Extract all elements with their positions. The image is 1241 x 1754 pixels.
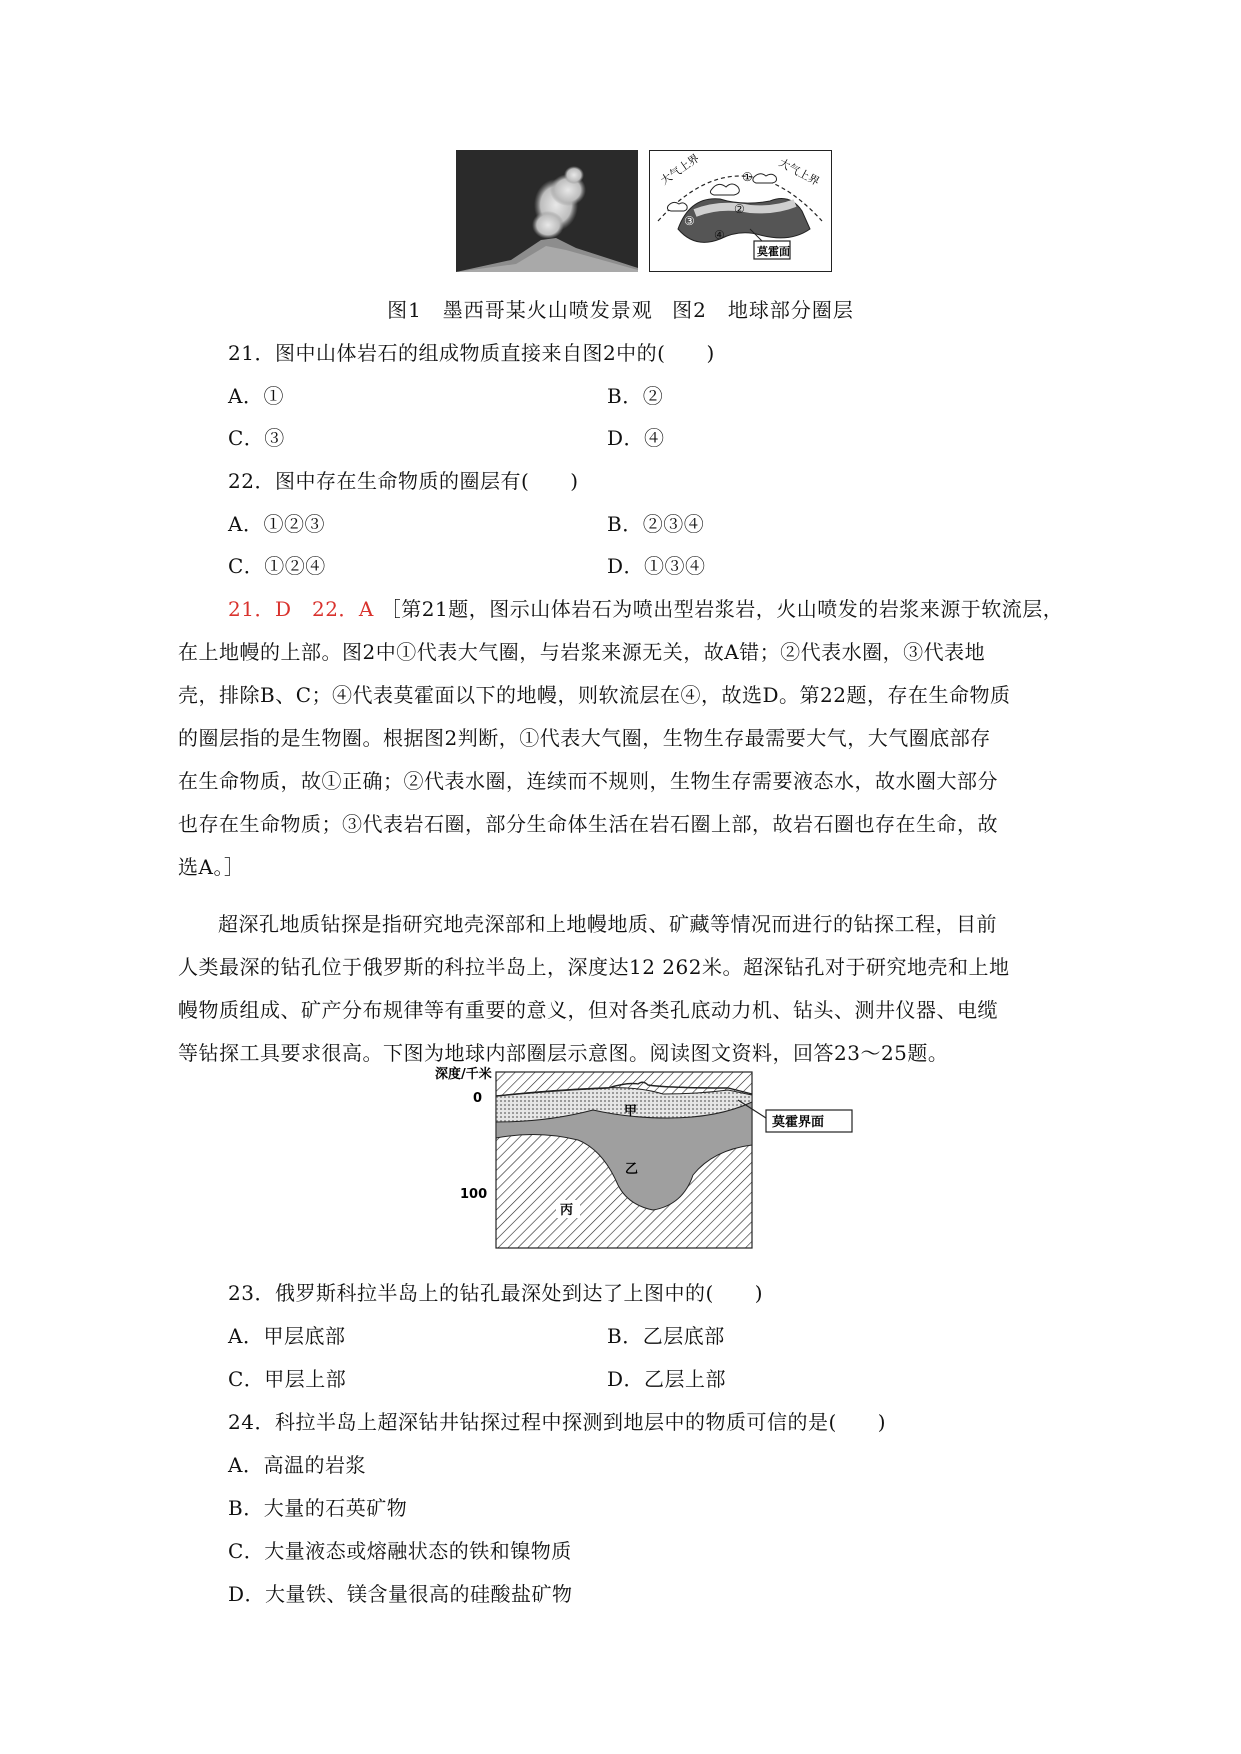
q23-stem: 23．俄罗斯科拉半岛上的钻孔最深处到达了上图中的( ) bbox=[228, 1281, 764, 1305]
figure-caption bbox=[0, 294, 1241, 323]
answer-text-1: ［第21题，图示山体岩石为喷出型岩浆岩，火山喷发的岩浆来源于软流层， bbox=[380, 597, 1064, 621]
circle-1-label: ① bbox=[742, 170, 753, 184]
answer-key: 21．D 22．A bbox=[228, 597, 374, 621]
q22-stem: 22．图中存在生命物质的圈层有( ) bbox=[228, 469, 579, 493]
figure2-caption: 图2 地球部分圈层 bbox=[672, 298, 854, 322]
q21-option-b: B．② bbox=[607, 384, 664, 408]
q23-option-b: B．乙层底部 bbox=[607, 1324, 725, 1348]
earth-interior-figure bbox=[428, 1060, 858, 1250]
q22-option-d: D．①③④ bbox=[607, 554, 706, 578]
q24-option-b: B．大量的石英矿物 bbox=[228, 1496, 408, 1520]
intro-line-2: 人类最深的钻孔位于俄罗斯的科拉半岛上，深度达12 262米。超深钻孔对于研究地壳和上地 bbox=[178, 955, 1010, 979]
q24-option-c: C．大量液态或熔融状态的铁和镍物质 bbox=[228, 1539, 572, 1563]
moho-boundary-label: 莫霍界面 bbox=[772, 1115, 825, 1130]
q22-option-a: A．①②③ bbox=[228, 512, 325, 536]
tick-100: 100 bbox=[460, 1187, 488, 1202]
q24-option-d: D．大量铁、镁含量很高的硅酸盐矿物 bbox=[228, 1582, 573, 1606]
moho-label: 莫霍面 bbox=[757, 245, 790, 258]
q21-option-c: C．③ bbox=[228, 426, 285, 450]
q21-option-d: D．④ bbox=[607, 426, 665, 450]
earth-spheres-diagram bbox=[649, 150, 832, 272]
q22-option-c: C．①②④ bbox=[228, 554, 326, 578]
layer-bing-label: 丙 bbox=[560, 1203, 574, 1218]
intro-line-1: 超深孔地质钻探是指研究地壳深部和上地幔地质、矿藏等情况而进行的钻探工程，目前 bbox=[218, 912, 997, 936]
intro-line-4: 等钻探工具要求很高。下图为地球内部圈层示意图。阅读图文资料，回答23～25题。 bbox=[178, 1041, 949, 1065]
answer-line-7: 选A。］ bbox=[178, 855, 245, 879]
q23-option-a: A．甲层底部 bbox=[228, 1324, 346, 1348]
q21-option-a: A．① bbox=[228, 384, 284, 408]
layer-yi-label: 乙 bbox=[625, 1162, 639, 1177]
intro-line-3: 幔物质组成、矿产分布规律等有重要的意义，但对各类孔底动力机、钻头、测井仪器、电缆 bbox=[178, 998, 998, 1022]
q23-option-d: D．乙层上部 bbox=[607, 1367, 727, 1391]
tick-0: 0 bbox=[473, 1091, 483, 1106]
atm-top-right-label: 大气上界 bbox=[776, 156, 822, 189]
figure-row bbox=[456, 150, 836, 274]
answer-line-6: 也存在生命物质；③代表岩石圈，部分生命体生活在岩石圈上部，故岩石圈也存在生命，故 bbox=[178, 812, 998, 836]
circle-2-label: ② bbox=[734, 202, 745, 216]
circle-4-label: ④ bbox=[714, 228, 725, 242]
q21-stem: 21．图中山体岩石的组成物质直接来自图2中的( ) bbox=[228, 341, 715, 365]
circle-3-label: ③ bbox=[684, 214, 695, 228]
answer-line-1 bbox=[228, 593, 1063, 622]
volcano-photo bbox=[456, 150, 638, 272]
layer-jia-label: 甲 bbox=[624, 1104, 638, 1119]
q22-option-b: B．②③④ bbox=[607, 512, 705, 536]
q23-option-c: C．甲层上部 bbox=[228, 1367, 347, 1391]
answer-line-2: 在上地幔的上部。图2中①代表大气圈，与岩浆来源无关，故A错；②代表水圈，③代表地 bbox=[178, 640, 986, 664]
answer-line-5: 在生命物质，故①正确；②代表水圈，连续而不规则，生物生存需要液态水，故水圈大部分 bbox=[178, 769, 998, 793]
y-axis-label: 深度/千米 bbox=[435, 1067, 492, 1082]
answer-line-4: 的圈层指的是生物圈。根据图2判断，①代表大气圈，生物生存最需要大气，大气圈底部存 bbox=[178, 726, 991, 750]
q24-stem: 24．科拉半岛上超深钻井钻探过程中探测到地层中的物质可信的是( ) bbox=[228, 1410, 887, 1434]
q24-option-a: A．高温的岩浆 bbox=[228, 1453, 366, 1477]
figure1-caption: 图1 墨西哥某火山喷发景观 bbox=[387, 298, 653, 322]
answer-line-3: 壳，排除B、C；④代表莫霍面以下的地幔，则软流层在④，故选D。第22题，存在生命物质 bbox=[178, 683, 1011, 707]
atm-top-left-label: 大气上界 bbox=[658, 151, 702, 188]
